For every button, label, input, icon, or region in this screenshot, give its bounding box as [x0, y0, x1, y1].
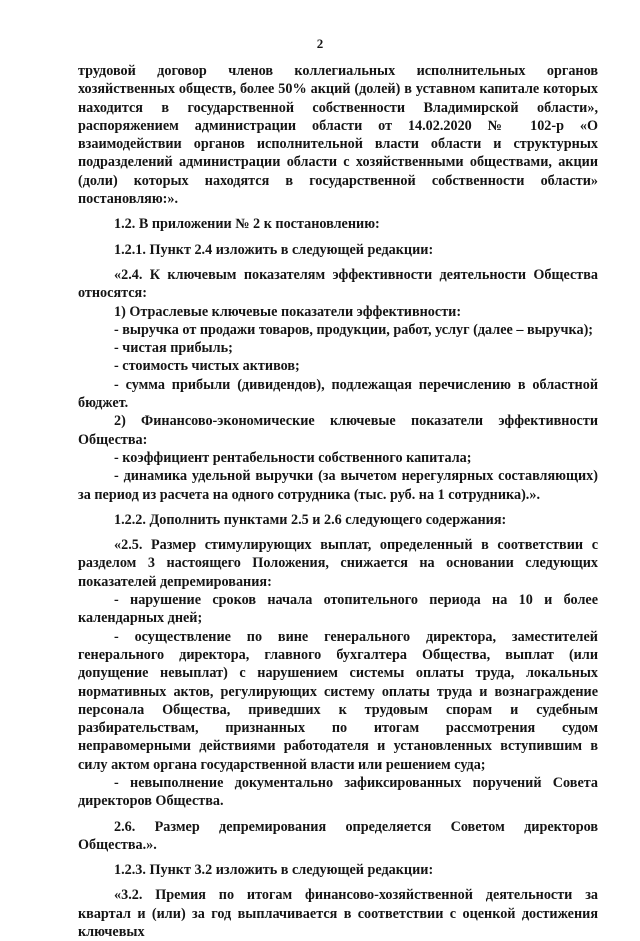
paragraph-1-2-3: 1.2.3. Пункт 3.2 изложить в следующей редакции: [114, 862, 434, 879]
list-item: - выручка от продажи товаров, продукции, работ, услуг (далее – выручка); [114, 321, 594, 338]
paragraph-intro-continuation: трудовой договор членов коллегиальных исполнительных органов хозяйственных обществ, более 50% акций (долей) в уставном капитале которых находится в государственной собственности Владимирской области», распоряжением администрации области от 14.02.2020 № 102-р «О взаимодействии органов исполнительной власти области и структурных подразделений администрации области с хозяйственными обществами, акции (доли) которых находятся в государственной собственности области» постановляю:». [78, 63, 598, 208]
list-item: - сумма прибыли (дивидендов), подлежащая перечислению в областной бюджет. [78, 376, 598, 412]
paragraph-2-4: «2.4. К ключевым показателям эффективности деятельности Общества относятся: [78, 266, 598, 302]
paragraph-3-2: «3.2. Премия по итогам финансово-хозяйственной деятельности за квартал и (или) за год выплачивается в соответствии с оценкой достижения ключевых [78, 887, 598, 941]
page-number: 2 [316, 36, 324, 51]
list-item: - коэффициент рентабельности собственного капитала; [114, 449, 472, 466]
document-body [78, 62, 598, 941]
list-heading-financial-kpi: 2) Финансово-экономические ключевые показатели эффективности Общества: [78, 413, 598, 448]
paragraph-2-5: «2.5. Размер стимулирующих выплат, определенный в соответствии с разделом 3 настоящего Положения, снижается на основании следующих показателей депремирования: [78, 537, 598, 590]
list-item: - невыполнение документально зафиксированных поручений Совета директоров Общества. [78, 774, 598, 810]
paragraph-1-2-2: 1.2.2. Дополнить пунктами 2.5 и 2.6 следующего содержания: [114, 511, 507, 528]
paragraph-1-2: 1.2. В приложении № 2 к постановлению: [114, 216, 380, 233]
paragraph-1-2-1: 1.2.1. Пункт 2.4 изложить в следующей редакции: [114, 241, 434, 258]
list-item: - динамика удельной выручки (за вычетом нерегулярных составляющих) за период из расчета на одного сотрудника (тыс. руб. на 1 сотрудника).». [78, 468, 598, 503]
list-heading-industry-kpi: 1) Отраслевые ключевые показатели эффективности: [114, 303, 462, 320]
list-item: - чистая прибыль; [114, 340, 233, 357]
list-item: - осуществление по вине генерального директора, заместителей генерального директора, главного бухгалтера Общества, выплат (или допущение невыплат) с нарушением системы оплаты труда, локальных нормативных актов, регулирующих систему оплаты труда и вознаграждение персонала Общества, приведших к трудовым спорам и судебным разбирательствам, признанных по итогам рассмотрения судом неправомерными действиями работодателя и установленных вступившим в силу актом органа государственной власти или решением суда; [78, 628, 598, 773]
list-item: - нарушение сроков начала отопительного периода на 10 и более календарных дней; [78, 592, 598, 627]
paragraph-2-6: 2.6. Размер депремирования определяется Советом директоров Общества.». [78, 818, 598, 853]
list-item: - стоимость чистых активов; [114, 358, 300, 375]
